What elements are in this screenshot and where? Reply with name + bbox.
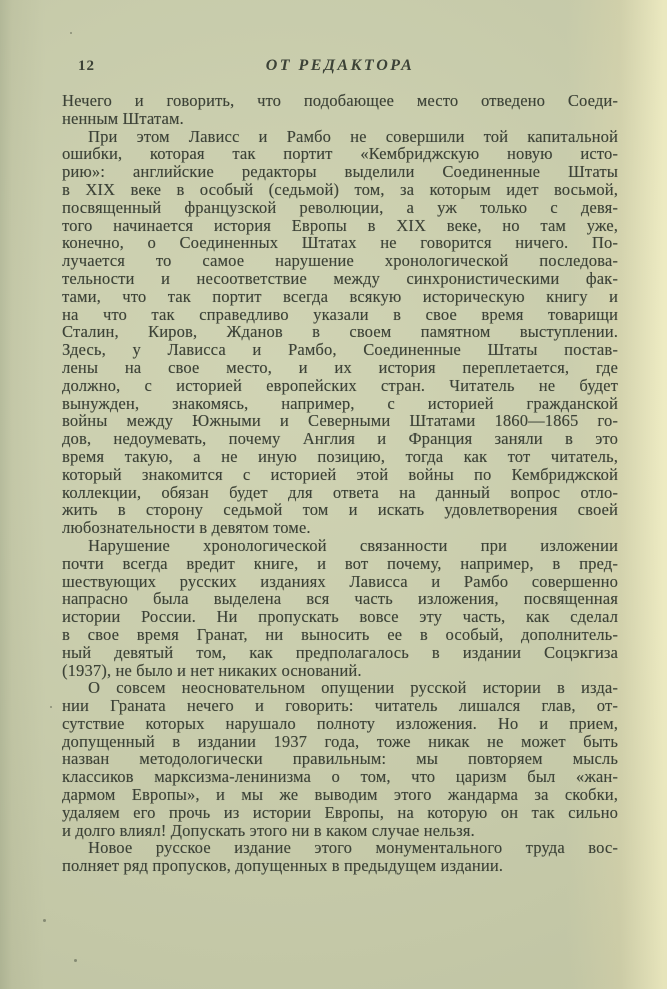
text-line: Новое русское издание этого монументального труда вос- — [88, 838, 618, 858]
text-line: О совсем неосновательном опущении русской истории в изда- — [88, 678, 618, 698]
text-line: назван методологически правильным: мы повторяем мысль — [62, 749, 618, 769]
text-line: конечно, о Соединенных Штатах не говорится ничего. По- — [62, 233, 618, 253]
text-line: Нарушение хронологической связанности при изложении — [88, 535, 618, 555]
text-line: который знакомится с историей этой войны по Кембриджской — [62, 464, 618, 484]
paragraph — [62, 839, 618, 875]
text-line: ный девятый том, как предполагалось в издании Соцэкгиза — [62, 642, 618, 662]
text-line: время такую, а не иную позицию, тогда как тот читатель, — [62, 446, 618, 466]
running-head — [62, 57, 618, 77]
paragraph — [62, 128, 618, 537]
text-line: Нечего и говорить, что подобающее место отведено Соеди- — [62, 91, 618, 110]
text-line: классиков марксизма-ленинизма о том, что царизм был «жан- — [62, 767, 618, 787]
text-line: полняет ряд пропусков, допущенных в предыдущем издании. — [62, 856, 504, 876]
text-column — [62, 57, 618, 875]
text-line: коллекции, обязан будет для ответа на данный вопрос отло- — [62, 482, 618, 502]
text-line: тельности и несоответствие между синхронистическими фак- — [62, 268, 618, 288]
text-line: допущенный в издании 1937 года, тоже никак не может быть — [62, 731, 618, 751]
text-line: рию»: английские редакторы выделили Соединенные Штаты — [62, 162, 618, 182]
text-line: напрасно была выделена вся часть изложения, посвященная — [62, 589, 618, 609]
page-number: 12 — [78, 58, 95, 74]
text-line: шествующих русских изданиях Лависса и Рамбо совершенно — [62, 571, 618, 591]
text-line: на что так справедливо указали в свое время товарищи — [62, 304, 618, 324]
text-line: истории России. Ни пропускать вовсе эту часть, как сделал — [62, 607, 618, 627]
text-line: и долго влиял! Допускать этого ни в каком случае нельзя. — [62, 820, 475, 840]
paragraph — [62, 679, 618, 839]
text-line: почти всегда вредит книге, и вот почему, например, в пред- — [62, 553, 618, 573]
paragraph — [62, 537, 618, 679]
paragraph — [62, 92, 618, 128]
text-line: удаляем его прочь из истории Европы, на которую он так сильно — [62, 802, 618, 822]
text-line: нии Граната нечего и говорить: читатель лишался глав, от- — [62, 696, 618, 716]
text-line: любознательности в девятом томе. — [62, 518, 311, 538]
text-line: дов, недоумевать, почему Англия и Франция заняли в это — [62, 429, 618, 449]
text-line: дармом Европы», и мы же выводим этого жандарма за скобки, — [62, 785, 618, 805]
text-line: того начинается история Европы в XIX веке, но там уже, — [62, 215, 618, 235]
text-line: тами, что так портит всегда всякую историческую книгу и — [62, 286, 618, 306]
text-line: сутствие которых нарушало полноту изложения. Но и прием, — [62, 713, 618, 733]
running-title: ОТ РЕДАКТОРА — [265, 57, 415, 74]
text-line: войны между Южными и Северными Штатами 1860—1865 го- — [62, 411, 618, 431]
text-line: (1937), не было и нет никаких оснований. — [62, 660, 362, 680]
text-line: посвященный французской революции, а уж только с девя- — [62, 197, 618, 217]
text-line: в XIX веке в особый (седьмой) том, за которым идет восьмой, — [62, 179, 618, 199]
paper-speck — [50, 706, 52, 708]
text-line: ненным Штатам. — [62, 108, 184, 128]
text-line: Сталин, Киров, Жданов в своем памятном выступлении. — [62, 322, 618, 342]
paper-speck — [43, 919, 46, 922]
text-line: При этом Лависс и Рамбо не совершили той капитальной — [88, 126, 618, 146]
text-line: в свое время Гранат, ни выносить ее в особый, дополнитель- — [62, 624, 618, 644]
text-line: лучается то самое нарушение хронологической последова- — [62, 251, 618, 271]
text-line: ошибки, которая так портит «Кембриджскую новую исто- — [62, 144, 618, 164]
text-line: должно, с историей европейских стран. Читатель не будет — [62, 375, 618, 395]
paper-speck — [74, 959, 77, 962]
paper-speck — [70, 32, 72, 34]
text-line: лены на свое место, и их история переплетается, где — [62, 357, 618, 377]
text-line: вынужден, знакомясь, например, с историей гражданской — [62, 393, 618, 413]
text-line: Здесь, у Лависса и Рамбо, Соединенные Штаты постав- — [62, 340, 618, 360]
text-block — [62, 92, 618, 875]
text-line: жить в сторону седьмой том и искать удовлетворения своей — [62, 500, 618, 520]
